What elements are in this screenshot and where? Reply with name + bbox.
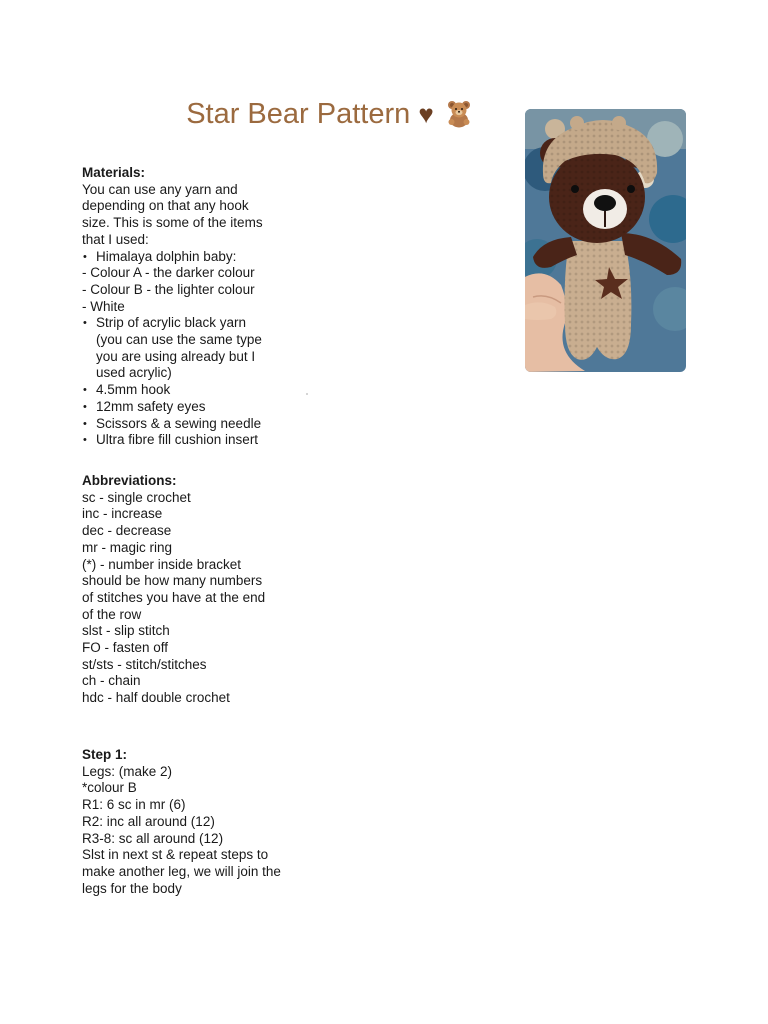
- materials-section: [82, 165, 312, 449]
- abbreviation-line: of stitches you have at the end: [82, 589, 266, 605]
- list-item-continuation: you are using already but I: [96, 348, 256, 364]
- step-line: Legs: (make 2): [82, 763, 173, 779]
- colour-line: - Colour A - the darker colour: [82, 265, 255, 281]
- list-item: • Scissors & a sewing needle: [82, 416, 312, 433]
- materials-intro-line: depending on that any hook: [82, 198, 249, 214]
- step-line: R1: 6 sc in mr (6): [82, 797, 186, 813]
- step-line: R3-8: sc all around (12): [82, 830, 224, 846]
- materials-intro-line: size. This is some of the items: [82, 215, 263, 231]
- step-line: *colour B: [82, 780, 137, 796]
- list-item: • Strip of acrylic black yarn: [82, 315, 312, 332]
- abbreviation-line: (*) - number inside bracket: [82, 556, 242, 572]
- step-line: legs for the body: [82, 880, 182, 896]
- abbreviation-line: FO - fasten off: [82, 640, 169, 656]
- abbreviation-line: should be how many numbers: [82, 573, 263, 589]
- step-line: make another leg, we will join the: [82, 863, 281, 879]
- colour-line: - Colour B - the lighter colour: [82, 281, 255, 297]
- abbreviation-line: hdc - half double crochet: [82, 690, 230, 706]
- materials-intro-line: that I used:: [82, 231, 149, 247]
- step-line: Slst in next st & repeat steps to: [82, 847, 269, 863]
- abbreviations-section: [82, 473, 312, 707]
- materials-heading: Materials:: [82, 165, 146, 180]
- abbreviations-heading: Abbreviations:: [82, 473, 177, 488]
- list-item: • Himalaya dolphin baby:: [82, 249, 312, 266]
- abbreviation-line: st/sts - stitch/stitches: [82, 656, 207, 672]
- list-item: • Ultra fibre fill cushion insert: [82, 432, 312, 449]
- abbreviation-line: dec - decrease: [82, 523, 172, 539]
- list-item: • 4.5mm hook: [82, 382, 312, 399]
- step-line: R2: inc all around (12): [82, 813, 215, 829]
- list-item-continuation: (you can use the same type: [96, 332, 262, 348]
- bear-photo: [525, 109, 686, 372]
- brown-heart-icon: ♥: [418, 99, 434, 129]
- title-text: Star Bear Pattern: [186, 98, 411, 130]
- abbreviation-line: ch - chain: [82, 673, 141, 689]
- list-item: • 12mm safety eyes: [82, 399, 312, 416]
- abbreviation-line: slst - slip stitch: [82, 623, 170, 639]
- abbreviation-line: of the row: [82, 606, 142, 622]
- abbreviation-line: mr - magic ring: [82, 539, 173, 555]
- stray-dot: [306, 393, 308, 395]
- abbreviation-line: sc - single crochet: [82, 489, 191, 505]
- step1-section: [82, 747, 312, 897]
- step1-heading: Step 1:: [82, 747, 128, 762]
- list-item-continuation: used acrylic): [96, 365, 172, 381]
- abbreviation-line: inc - increase: [82, 506, 163, 522]
- teddy-bear-icon: [444, 98, 474, 128]
- materials-intro-line: You can use any yarn and: [82, 181, 238, 197]
- colour-line: - White: [82, 298, 125, 314]
